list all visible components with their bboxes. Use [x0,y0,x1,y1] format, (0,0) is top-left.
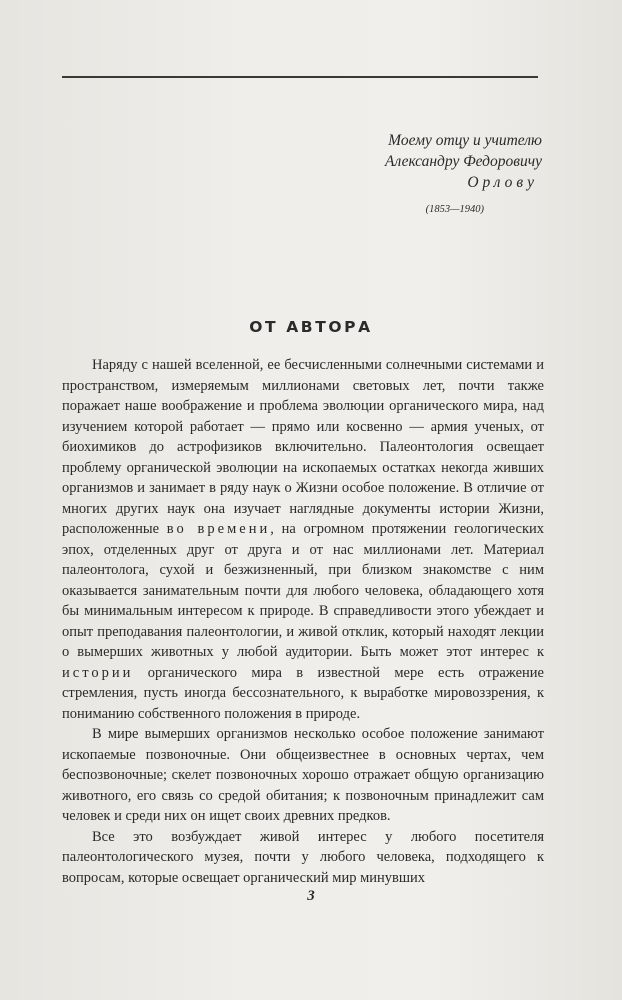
paragraph-2: В мире вымерших организмов несколько особое положение занимают ископаемые позвоночные. Они общеизвестнее в основных чертах, чем беспозвоночные; скелет позвоночных хорошо отражает общую организацию животного, его связь со средой обитания; к позвоночным принадлежит сам человек и среди них он ищет своих древних предков. [62,726,544,824]
page-number: 3 [307,888,315,904]
dedication-years: (1853—1940) [425,204,484,215]
paragraph-3: Все это возбуждает живой интерес у любого посетителя палеонтологического музея, почти у любого человека, подходящего к вопросам, которые освещает органический мир минувших [62,828,544,886]
dedication-name: Орлову [467,174,538,191]
paragraph-1-part-1: Наряду с нашей вселенной, ее бесчисленными солнечными системами и пространством, измеряемым миллионами световых лет, почти также поражает наше воображение и проблема эволюции органического мира, над изучением которой работает — прямо или косвенно — армия ученых, от биохимиков до астрофизиков включительно. Палеонтология освещает проблему органической эволюции на ископаемых остатках некогда живших организмов и занимает в ряду наук о Жизни особое положение. В отличие от многих других наук она изучает наглядные документы истории Жизни, расположенные [62,357,544,537]
spaced-emphasis-1: во времени [166,521,271,537]
dedication [242,130,542,220]
paragraph-1-part-2: , на огромном протяжении геологических эпох, отделенных друг от друга и от нас миллионами лет. Материал палеонтолога, сухой и безжизненный, при близком знакомстве с ним оказывается занимательным почти для любого человека, обладающего хотя бы минимальным интересом к природе. В справедливости этого убеждает и опыт преподавания палеонтологии, и живой отклик, который находят лекции о вымерших животных у любой аудитории. Быть может этот интерес к [62,521,545,660]
section-heading: ОТ АВТОРА [249,318,373,336]
top-rule [62,76,538,78]
body-text [62,355,544,888]
dedication-line-2: Александру Федоровичу [384,153,542,170]
paragraph-1 [62,355,544,724]
paragraph-1-part-3: органического мира в известной мере есть отражение стремления, пусть иногда бессознательного, к выработке мировоззрения, к пониманию собственного положения в природе. [62,664,544,722]
dedication-line-1: Моему отцу и учителю [388,132,542,149]
spaced-emphasis-2: истории [62,664,134,681]
